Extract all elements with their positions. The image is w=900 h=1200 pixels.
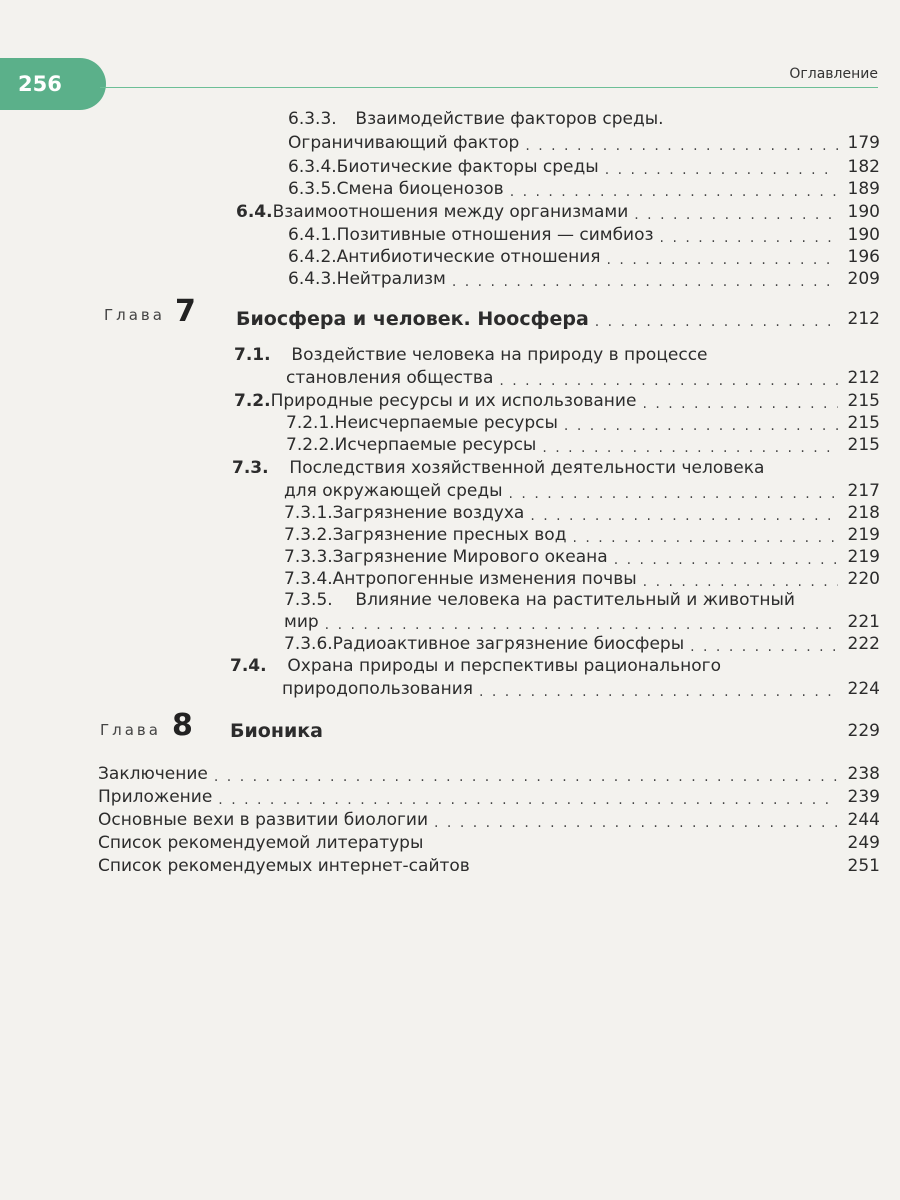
page-number: 256 xyxy=(18,72,62,96)
chapter-7-number: 7 xyxy=(175,294,196,329)
chapter-7-label: Глава xyxy=(104,306,165,324)
chapter-8-label: Глава xyxy=(100,721,161,739)
toc-entry-6-4-3[interactable]: 6.4.3. Нейтрализм . . . 209 xyxy=(288,268,880,290)
dot-leader xyxy=(614,552,838,568)
dot-leader xyxy=(660,230,838,246)
dot-leader xyxy=(510,184,838,200)
toc-entry-7-1-line2[interactable]: становления общества . . . 212 xyxy=(286,367,880,389)
dot-leader xyxy=(642,396,838,412)
toc-milestones[interactable]: Основные вехи в развитии биологии . . . 244 xyxy=(98,809,880,831)
dot-leader xyxy=(572,530,838,546)
dot-leader xyxy=(595,314,838,330)
toc-entry-7-4-line2[interactable]: природопользования . . . 224 xyxy=(282,678,880,700)
dot-leader xyxy=(452,274,838,290)
toc-entry-7-3-1[interactable]: 7.3.1. Загрязнение воздуха . . . 218 xyxy=(284,502,880,524)
toc-entry-6-4[interactable]: 6.4. Взаимоотношения между организмами . . . 190 xyxy=(236,201,880,223)
dot-leader xyxy=(605,162,838,178)
toc-websites[interactable]: Список рекомендуемых интернет-сайтов 251 xyxy=(98,856,880,876)
toc-entry-7-3-2[interactable]: 7.3.2. Загрязнение пресных вод . . . 219 xyxy=(284,524,880,546)
dot-leader xyxy=(542,440,838,456)
dot-leader xyxy=(564,418,838,434)
toc-literature[interactable]: Список рекомендуемой литературы 249 xyxy=(98,833,880,853)
toc-entry-7-3-5[interactable]: 7.3.5. Влияние человека на растительный и животный xyxy=(284,590,795,610)
toc-entry-7-2[interactable]: 7.2. Природные ресурсы и их использование . . . 215 xyxy=(234,390,880,412)
toc-entry-7-3-3[interactable]: 7.3.3. Загрязнение Мирового океана . . . 219 xyxy=(284,546,880,568)
dot-leader xyxy=(634,207,838,223)
toc-entry-6-3-3-line2[interactable]: Ограничивающий фактор . . . 179 xyxy=(288,132,880,154)
toc-entry-6-4-2[interactable]: 6.4.2. Антибиотические отношения . . . 196 xyxy=(288,246,880,268)
toc-entry-7-3[interactable]: 7.3. Последствия хозяйственной деятельности человека xyxy=(232,458,765,478)
dot-leader xyxy=(325,617,838,633)
dot-leader xyxy=(479,684,838,700)
toc-entry-6-4-1[interactable]: 6.4.1. Позитивные отношения — симбиоз . . . 190 xyxy=(288,224,880,246)
dot-leader xyxy=(509,486,838,502)
toc-entry-7-4[interactable]: 7.4. Охрана природы и перспективы рационального xyxy=(230,656,722,676)
dot-leader xyxy=(525,138,838,154)
dot-leader xyxy=(499,373,838,389)
toc-entry-7-2-1[interactable]: 7.2.1. Неисчерпаемые ресурсы . . . 215 xyxy=(286,412,880,434)
toc-chapter-7[interactable]: Биосфера и человек. Ноосфера . . . 212 xyxy=(236,308,880,330)
dot-leader xyxy=(643,574,838,590)
toc-conclusion[interactable]: Заключение . . . 238 xyxy=(98,763,880,785)
dot-leader xyxy=(607,252,838,268)
toc-entry-7-3-6[interactable]: 7.3.6. Радиоактивное загрязнение биосферы . . . 222 xyxy=(284,633,880,655)
section-title: Оглавление xyxy=(789,66,878,82)
toc-entry-7-3-4[interactable]: 7.3.4. Антропогенные изменения почвы . . . 220 xyxy=(284,568,880,590)
toc-entry-7-1[interactable]: 7.1. Воздействие человека на природу в процессе xyxy=(234,345,708,365)
dot-leader xyxy=(690,639,838,655)
dot-leader xyxy=(434,815,838,831)
toc-entry-6-3-5[interactable]: 6.3.5. Смена биоценозов . . . 189 xyxy=(288,178,880,200)
toc-entry-7-3-5-line2[interactable]: мир . . . 221 xyxy=(284,611,880,633)
dot-leader xyxy=(218,792,838,808)
toc-entry-7-2-2[interactable]: 7.2.2. Исчерпаемые ресурсы . . . 215 xyxy=(286,434,880,456)
chapter-8-number: 8 xyxy=(172,708,193,743)
toc-chapter-8[interactable]: Бионика 229 xyxy=(230,720,880,742)
toc-entry-6-3-4[interactable]: 6.3.4. Биотические факторы среды . . . 182 xyxy=(288,156,880,178)
dot-leader xyxy=(214,769,838,785)
dot-leader xyxy=(530,508,838,524)
toc-entry-6-3-3[interactable]: 6.3.3. Взаимодействие факторов среды. xyxy=(288,109,664,129)
toc-entry-7-3-line2[interactable]: для окружающей среды . . . 217 xyxy=(284,480,880,502)
toc-appendix[interactable]: Приложение . . . 239 xyxy=(98,786,880,808)
